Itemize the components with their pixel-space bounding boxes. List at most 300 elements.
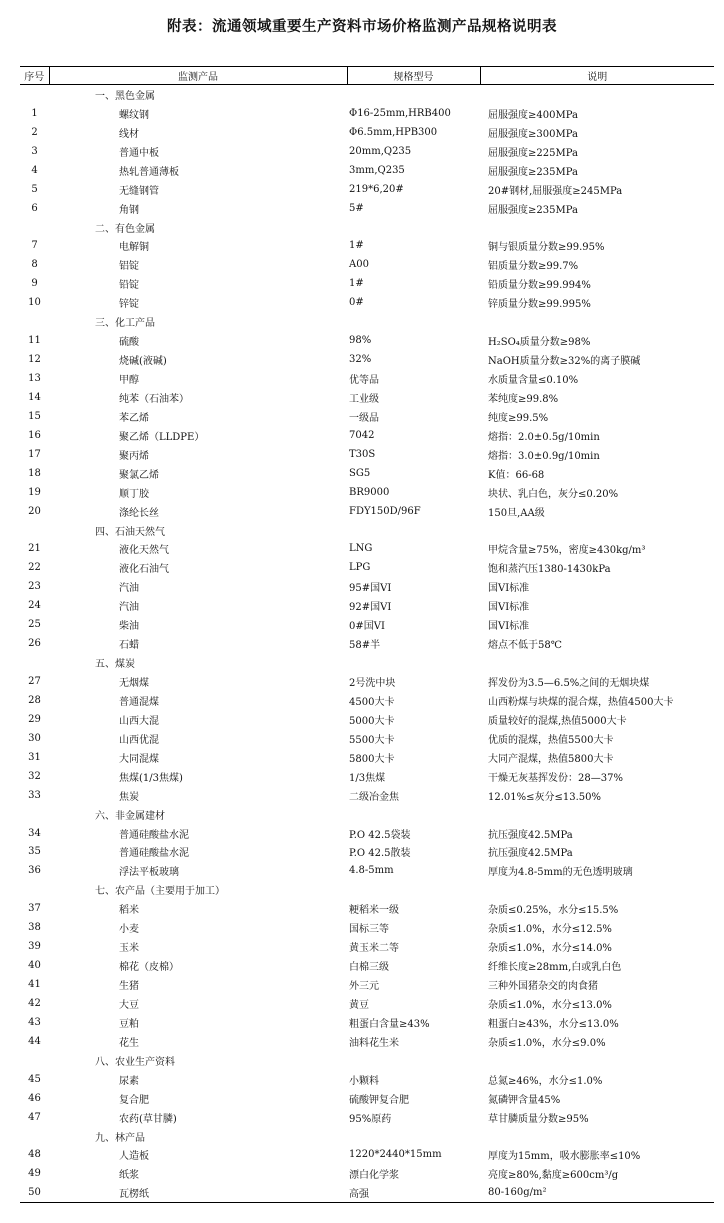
product-cell: 烧碱(液碱) — [119, 356, 167, 368]
desc-cell: 优质的混煤，热值5500大卡 — [488, 734, 614, 746]
spec-cell: FDY150D/96F — [349, 505, 421, 517]
header-desc: 说明 — [480, 67, 714, 85]
seq-cell — [20, 1051, 49, 1070]
seq-cell: 43 — [28, 1016, 41, 1028]
desc-cell — [480, 85, 714, 104]
seq-cell — [20, 85, 49, 104]
product-cell: 浮法平板玻璃 — [119, 867, 179, 879]
spec-cell: 油料花生米 — [349, 1037, 399, 1049]
table-row — [20, 161, 714, 180]
spec-cell: 219*6,20# — [349, 183, 404, 195]
seq-cell — [20, 1127, 49, 1146]
category-row — [20, 312, 714, 331]
table-row — [20, 1032, 714, 1051]
spec-cell: 外三元 — [349, 981, 379, 993]
table-row — [20, 710, 714, 729]
spec-cell: Φ6.5mm,HPB300 — [349, 126, 438, 138]
product-cell: 苯乙烯 — [119, 412, 149, 424]
category-label: 八、农业生产资料 — [95, 1056, 175, 1068]
product-cell: 花生 — [119, 1037, 139, 1049]
desc-cell: 杂质≤1.0%，水分≤12.5% — [488, 924, 612, 936]
table-row — [20, 237, 714, 256]
seq-cell: 21 — [28, 543, 41, 555]
product-cell: 复合肥 — [119, 1094, 149, 1106]
table-row — [20, 1146, 714, 1165]
table-row — [20, 672, 714, 691]
seq-cell: 17 — [28, 448, 41, 460]
spec-cell — [347, 653, 480, 672]
desc-cell: NaOH质量分数≥32%的离子膜碱 — [488, 356, 641, 368]
seq-cell: 47 — [28, 1111, 41, 1123]
product-cell: 锌锭 — [119, 299, 139, 311]
seq-cell: 42 — [28, 997, 41, 1009]
desc-cell: 锌质量分数≥99.995% — [488, 299, 591, 311]
category-label: 七、农产品（主要用于加工） — [95, 886, 225, 898]
table-row — [20, 937, 714, 956]
spec-cell: 0#国VI — [349, 621, 385, 633]
spec-cell — [347, 1127, 480, 1146]
product-cell: 山西大混 — [119, 715, 159, 727]
seq-cell: 18 — [28, 467, 41, 479]
product-cell: 螺纹钢 — [119, 109, 149, 121]
desc-cell — [480, 1051, 714, 1070]
header-seq: 序号 — [20, 67, 49, 85]
category-label: 五、煤炭 — [95, 659, 135, 671]
spec-cell: Φ16-25mm,HRB400 — [349, 107, 451, 119]
product-cell: 线材 — [119, 128, 139, 140]
table-row — [20, 369, 714, 388]
table-row — [20, 1164, 714, 1183]
seq-cell: 19 — [28, 486, 41, 498]
seq-cell: 14 — [28, 391, 41, 403]
seq-cell: 50 — [20, 1183, 49, 1202]
spec-cell: A00 — [349, 259, 369, 271]
category-row — [20, 1127, 714, 1146]
seq-cell: 29 — [28, 713, 41, 725]
product-cell: 焦煤(1/3焦煤) — [119, 772, 183, 784]
category-label: 九、林产品 — [95, 1132, 145, 1144]
seq-cell: 12 — [28, 354, 41, 366]
table-row — [20, 445, 714, 464]
spec-cell: 3mm,Q235 — [349, 164, 405, 176]
spec-cell: 白棉三级 — [349, 962, 389, 974]
table-row — [20, 767, 714, 786]
category-label: 一、黑色金属 — [95, 90, 155, 102]
seq-cell: 49 — [28, 1168, 41, 1180]
desc-cell: 甲烷含量≥75%，密度≥430kg/m³ — [488, 545, 646, 557]
seq-cell: 16 — [28, 429, 41, 441]
spec-cell: 二级冶金焦 — [349, 791, 399, 803]
table-row — [20, 350, 714, 369]
seq-cell: 34 — [28, 827, 41, 839]
spec-cell: 漂白化学浆 — [349, 1170, 399, 1182]
product-cell: 普通混煤 — [119, 696, 159, 708]
spec-cell: 95#国VI — [349, 583, 392, 595]
seq-cell: 38 — [28, 922, 41, 934]
seq-cell: 2 — [31, 126, 38, 138]
desc-cell: 12.01%≤灰分≤13.50% — [488, 791, 602, 803]
spec-cell: BR9000 — [349, 486, 390, 498]
spec-cell: 98% — [349, 335, 372, 347]
spec-cell: 5# — [349, 202, 364, 214]
table-row — [20, 786, 714, 805]
seq-cell: 24 — [28, 600, 41, 612]
table-row — [20, 407, 714, 426]
product-cell: 甲醇 — [119, 375, 139, 387]
desc-cell: 氮磷钾含量45% — [488, 1094, 561, 1106]
desc-cell: 屈服强度≥235MPa — [488, 166, 578, 178]
spec-cell: 一级品 — [349, 412, 379, 424]
product-cell: 稻米 — [119, 905, 139, 917]
spec-cell: 4.8-5mm — [349, 865, 394, 877]
seq-cell: 15 — [28, 410, 41, 422]
seq-cell: 9 — [31, 278, 38, 290]
header-spec: 规格型号 — [347, 67, 480, 85]
category-label: 四、石油天然气 — [95, 526, 165, 538]
spec-cell: 硫酸钾复合肥 — [349, 1094, 409, 1106]
product-cell: 普通硅酸盐水泥 — [119, 829, 189, 841]
spec-cell — [347, 1051, 480, 1070]
table-row — [20, 293, 714, 312]
product-cell: 普通中板 — [119, 147, 159, 159]
table-row — [20, 540, 714, 559]
seq-cell: 28 — [28, 694, 41, 706]
product-cell: 小麦 — [119, 924, 139, 936]
desc-cell — [480, 653, 714, 672]
table-row — [20, 994, 714, 1013]
category-row — [20, 521, 714, 540]
seq-cell — [20, 312, 49, 331]
spec-cell — [347, 521, 480, 540]
table-row — [20, 1108, 714, 1127]
table-row — [20, 331, 714, 350]
desc-cell: 山西粉煤与块煤的混合煤，热值4500大卡 — [488, 696, 674, 708]
spec-cell — [347, 805, 480, 824]
seq-cell: 32 — [28, 770, 41, 782]
category-row — [20, 218, 714, 237]
product-cell: 液化石油气 — [119, 564, 169, 576]
category-row — [20, 1051, 714, 1070]
product-cell: 纯苯（石油苯） — [119, 393, 189, 405]
table-row — [20, 1013, 714, 1032]
spec-cell — [347, 218, 480, 237]
desc-cell: 铜与银质量分数≥99.95% — [488, 242, 605, 254]
desc-cell — [480, 218, 714, 237]
product-cell: 角钢 — [119, 204, 139, 216]
table-row — [20, 104, 714, 123]
desc-cell: 苯纯度≥99.8% — [488, 393, 559, 405]
table-row — [20, 824, 714, 843]
product-cell: 汽油 — [119, 583, 139, 595]
seq-cell — [20, 521, 49, 540]
spec-cell: 工业级 — [349, 393, 379, 405]
desc-cell: 屈服强度≥300MPa — [488, 128, 578, 140]
product-cell: 硫酸 — [119, 337, 139, 349]
desc-cell: 纯度≥99.5% — [488, 412, 549, 424]
spec-cell: 5000大卡 — [349, 715, 395, 727]
product-cell: 无烟煤 — [119, 678, 149, 690]
product-cell: 电解铜 — [119, 242, 149, 254]
desc-cell — [480, 880, 714, 899]
desc-cell: 国VI标准 — [488, 583, 530, 595]
desc-cell: 粗蛋白≥43%，水分≤13.0% — [488, 1018, 619, 1030]
product-cell: 农药(草甘膦) — [119, 1113, 177, 1125]
desc-cell: 屈服强度≥225MPa — [488, 147, 578, 159]
product-cell: 石蜡 — [119, 640, 139, 652]
seq-cell: 33 — [28, 789, 41, 801]
spec-cell: 1220*2440*15mm — [349, 1149, 442, 1161]
product-cell: 柴油 — [119, 621, 139, 633]
desc-cell: 屈服强度≥400MPa — [488, 109, 578, 121]
spec-cell: 高强 — [347, 1183, 480, 1202]
table-row — [20, 123, 714, 142]
desc-cell — [480, 805, 714, 824]
category-row — [20, 85, 714, 104]
spec-cell — [347, 312, 480, 331]
desc-cell: 铅质量分数≥99.994% — [488, 280, 591, 292]
seq-cell: 25 — [28, 619, 41, 631]
spec-cell: 58#半 — [349, 640, 381, 652]
product-cell: 瓦楞纸 — [49, 1183, 347, 1202]
product-cell: 铅锭 — [119, 280, 139, 292]
table-row — [20, 502, 714, 521]
desc-cell: 铝质量分数≥99.7% — [488, 261, 579, 273]
table-row — [20, 899, 714, 918]
table-row — [20, 748, 714, 767]
seq-cell: 6 — [31, 202, 38, 214]
category-label: 六、非金属建材 — [95, 810, 165, 822]
desc-cell: 亮度≥80%,黏度≥600cm³/g — [488, 1170, 619, 1182]
seq-cell — [20, 218, 49, 237]
desc-cell: 饱和蒸汽压1380-1430kPa — [488, 564, 611, 576]
spec-cell: 32% — [349, 354, 372, 366]
seq-cell: 3 — [31, 145, 38, 157]
desc-cell: 杂质≤1.0%，水分≤9.0% — [488, 1037, 606, 1049]
desc-cell: 杂质≤0.25%，水分≤15.5% — [488, 905, 619, 917]
product-cell: 涤纶长丝 — [119, 507, 159, 519]
table-row — [20, 577, 714, 596]
table-row — [20, 1070, 714, 1089]
product-cell: 聚氯乙烯 — [119, 469, 159, 481]
table-row — [20, 975, 714, 994]
spec-cell: P.O 42.5散装 — [349, 848, 411, 860]
spec-cell: 黄豆 — [349, 999, 369, 1011]
product-cell: 液化天然气 — [119, 545, 169, 557]
spec-cell: LPG — [349, 562, 371, 574]
product-cell: 豆粕 — [119, 1018, 139, 1030]
product-cell: 聚乙烯（LLDPE） — [119, 431, 205, 443]
seq-cell: 22 — [28, 562, 41, 574]
desc-cell: 大同产混煤，热值5800大卡 — [488, 753, 614, 765]
seq-cell: 44 — [28, 1035, 41, 1047]
desc-cell: 150旦,AA级 — [488, 507, 545, 519]
spec-cell: 1# — [349, 278, 364, 290]
category-row — [20, 805, 714, 824]
table-row — [20, 1089, 714, 1108]
header-product: 监测产品 — [49, 67, 347, 85]
product-cell: 汽油 — [119, 602, 139, 614]
seq-cell: 27 — [28, 676, 41, 688]
desc-cell: 国VI标准 — [488, 602, 530, 614]
desc-cell: 干燥无灰基挥发份：28—37% — [488, 772, 623, 784]
desc-cell: 熔指：2.0±0.5g/10min — [488, 431, 600, 443]
seq-cell: 30 — [28, 732, 41, 744]
seq-cell: 45 — [28, 1073, 41, 1085]
spec-cell: 优等品 — [349, 375, 379, 387]
spec-cell: 粗蛋白含量≥43% — [349, 1018, 430, 1030]
seq-cell: 37 — [28, 903, 41, 915]
spec-cell: SG5 — [349, 467, 371, 479]
seq-cell: 1 — [31, 107, 38, 119]
desc-cell: 抗压强度42.5MPa — [488, 829, 573, 841]
table-row — [20, 558, 714, 577]
desc-cell: 块状、乳白色，灰分≤0.20% — [488, 488, 619, 500]
seq-cell: 36 — [28, 865, 41, 877]
seq-cell: 8 — [31, 259, 38, 271]
desc-cell: 水质量含量≤0.10% — [488, 375, 579, 387]
desc-cell: 质量较好的混煤,热值5000大卡 — [488, 715, 627, 727]
table-row — [20, 464, 714, 483]
spec-cell: 小颗料 — [349, 1075, 379, 1087]
spec-cell: 国标三等 — [349, 924, 389, 936]
product-cell: 大豆 — [119, 999, 139, 1011]
table-row — [20, 426, 714, 445]
table-row — [20, 634, 714, 653]
product-cell: 聚丙烯 — [119, 450, 149, 462]
desc-cell: 80-160g/m² — [480, 1183, 714, 1202]
table-row — [20, 861, 714, 880]
table-row — [20, 918, 714, 937]
desc-cell: 熔点不低于58℃ — [488, 640, 562, 652]
seq-cell: 13 — [28, 373, 41, 385]
table-body — [20, 85, 714, 1203]
desc-cell — [480, 312, 714, 331]
desc-cell: K值：66-68 — [488, 469, 545, 481]
seq-cell: 7 — [31, 240, 38, 252]
spec-cell: 黄玉米二等 — [349, 943, 399, 955]
product-cell: 铝锭 — [119, 261, 139, 273]
table-row — [20, 596, 714, 615]
table-row — [20, 199, 714, 218]
seq-cell: 5 — [31, 183, 38, 195]
spec-cell: T30S — [349, 448, 376, 460]
spec-cell: 7042 — [349, 429, 375, 441]
product-cell: 山西优混 — [119, 734, 159, 746]
product-cell: 玉米 — [119, 943, 139, 955]
product-cell: 顺丁胶 — [119, 488, 149, 500]
desc-cell: 挥发份为3.5—6.5%之间的无烟块煤 — [488, 678, 650, 690]
spec-cell: 0# — [349, 297, 364, 309]
table-row — [20, 483, 714, 502]
spec-cell: 95%原药 — [349, 1113, 392, 1125]
spec-cell: 92#国VI — [349, 602, 392, 614]
table-row — [20, 180, 714, 199]
product-cell: 普通硅酸盐水泥 — [119, 848, 189, 860]
desc-cell: 屈服强度≥235MPa — [488, 204, 578, 216]
desc-cell: 三种外国猪杂交的肉食猪 — [488, 981, 598, 993]
spec-cell: LNG — [349, 543, 373, 555]
spec-cell: 粳稻米一级 — [349, 905, 399, 917]
table-row — [20, 729, 714, 748]
table-row — [20, 274, 714, 293]
desc-cell: 抗压强度42.5MPa — [488, 848, 573, 860]
desc-cell: 杂质≤1.0%，水分≤13.0% — [488, 999, 612, 1011]
product-cell: 尿素 — [119, 1075, 139, 1087]
desc-cell: 纤维长度≥28mm,白或乳白色 — [488, 962, 622, 974]
seq-cell: 48 — [28, 1149, 41, 1161]
desc-cell: 20#钢材,屈服强度≥245MPa — [488, 185, 623, 197]
spec-cell — [347, 880, 480, 899]
category-row — [20, 880, 714, 899]
table-row — [20, 843, 714, 862]
category-label: 二、有色金属 — [95, 223, 155, 235]
spec-cell: 1# — [349, 240, 364, 252]
seq-cell: 31 — [28, 751, 41, 763]
spec-cell: P.O 42.5袋装 — [349, 829, 411, 841]
seq-cell: 26 — [28, 638, 41, 650]
seq-cell: 20 — [28, 505, 41, 517]
seq-cell: 4 — [31, 164, 38, 176]
spec-cell: 2号洗中块 — [349, 678, 396, 690]
seq-cell: 10 — [28, 297, 41, 309]
desc-cell — [480, 1127, 714, 1146]
table-row — [20, 615, 714, 634]
product-cell: 人造板 — [119, 1151, 149, 1163]
desc-cell: 杂质≤1.0%，水分≤14.0% — [488, 943, 612, 955]
spec-cell — [347, 85, 480, 104]
desc-cell: 熔指：3.0±0.9g/10min — [488, 450, 600, 462]
seq-cell: 40 — [28, 960, 41, 972]
product-cell: 焦炭 — [119, 791, 139, 803]
seq-cell: 11 — [28, 335, 41, 347]
desc-cell: 总氮≥46%，水分≤1.0% — [488, 1075, 603, 1087]
product-cell: 热轧普通薄板 — [119, 166, 179, 178]
spec-table — [20, 66, 714, 1203]
seq-cell: 23 — [28, 581, 41, 593]
table-row — [20, 956, 714, 975]
seq-cell: 35 — [28, 846, 41, 858]
table-row — [20, 691, 714, 710]
table-row — [20, 388, 714, 407]
spec-cell: 1/3焦煤 — [349, 772, 386, 784]
product-cell: 无缝钢管 — [119, 185, 159, 197]
desc-cell: H₂SO₄质量分数≥98% — [488, 337, 591, 349]
table-row — [20, 142, 714, 161]
product-cell: 大同混煤 — [119, 753, 159, 765]
seq-cell: 39 — [28, 941, 41, 953]
table-row — [20, 1183, 714, 1202]
seq-cell — [20, 880, 49, 899]
spec-cell: 4500大卡 — [349, 696, 395, 708]
seq-cell — [20, 653, 49, 672]
spec-cell: 5500大卡 — [349, 734, 395, 746]
product-cell: 棉花（皮棉） — [119, 962, 179, 974]
table-row — [20, 255, 714, 274]
product-cell: 生猪 — [119, 981, 139, 993]
seq-cell — [20, 805, 49, 824]
page-title: 附表：流通领域重要生产资料市场价格监测产品规格说明表 — [167, 18, 557, 35]
seq-cell: 41 — [28, 979, 41, 991]
table-header-row — [20, 67, 714, 85]
desc-cell: 国VI标准 — [488, 621, 530, 633]
spec-cell: 20mm,Q235 — [349, 145, 412, 157]
seq-cell: 46 — [28, 1092, 41, 1104]
product-cell: 纸浆 — [119, 1170, 139, 1182]
spec-cell: 5800大卡 — [349, 753, 395, 765]
category-label: 三、化工产品 — [95, 318, 155, 330]
desc-cell: 厚度为15mm，吸水膨胀率≤10% — [488, 1151, 641, 1163]
desc-cell: 草甘膦质量分数≥95% — [488, 1113, 589, 1125]
